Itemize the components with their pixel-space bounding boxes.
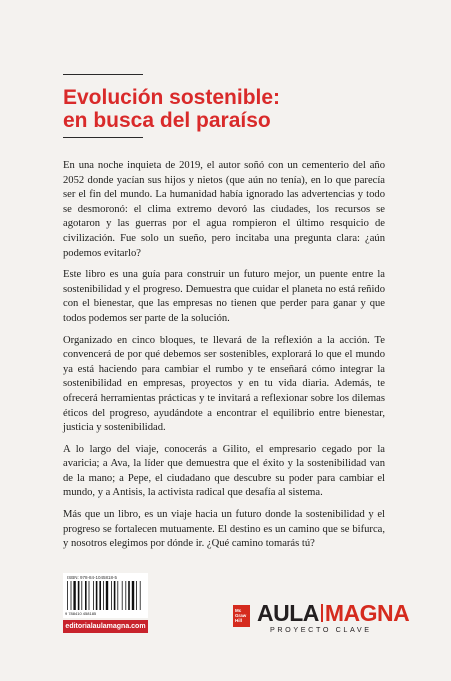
paragraph: A lo largo del viaje, conocerás a Gilito, el empresario cegado por la avaricia; a Ava, la líder que demuestra que el éxito y la sostenibilidad van de la mano; a Pepe, el ciudadano que descubre su poder para cambiar el mundo, y a Antisis, la activista radical que desafía al sistema.	[63, 443, 385, 499]
paragraph: Este libro es una guía para construir un futuro mejor, un puente entre la sostenibilidad y el progreso. Demuestra que cuidar el planeta no está reñido con el bienestar, que las empresas no tienen que perder para ganar y que todos podemos ser parte de la solución.	[63, 269, 385, 324]
top-divider	[63, 74, 143, 75]
brand-tagline: PROYECTO CLAVE	[270, 625, 372, 634]
paragraph: En una noche inquieta de 2019, el autor soñó con un cementerio del año 2052 donde yacían sus hijos y nietos (que aún no tenía), en lo que parecía ser el fin del mundo. La humanidad había ignorado las advertencias y todo se desmoronó: el clima extremo devoró las ciudades, los recursos se agotaron y las guerras por el agua rompieron el último resquicio de civilización. Fue solo un sueño, pero incitaba una pregunta clara: ¿aún podemos evitarlo?	[63, 160, 385, 259]
logo-line-2: Graw	[235, 613, 247, 618]
title-line-2: en busca del paraíso	[63, 109, 271, 132]
aula-magna-logo	[257, 601, 409, 625]
barcode-digits: 9 788410 458185	[65, 611, 97, 616]
book-title	[63, 86, 280, 132]
isbn-label: ISBN: 978-84-1045818-5	[67, 575, 118, 580]
synopsis	[63, 159, 385, 559]
paragraph: Más que un libro, es un viaje hacia un futuro donde la sostenibilidad y el progreso se fortalecen mutuamente. El destino es un camino que se bifurca, y nosotros elegimos por dónde ir. ¿Qué camino tomarás tú?	[63, 509, 385, 550]
logo-line-3: Hill	[235, 618, 243, 623]
logo-line-1: Mc	[235, 608, 242, 613]
bottom-divider	[63, 137, 143, 138]
barcode	[63, 573, 148, 618]
paragraph: Organizado en cinco bloques, te llevará de la reflexión a la acción. Te convencerá de por qué debemos ser sostenibles, explorará lo que el mundo ya está haciendo para cambiar el rumbo y te enseñará cómo integrar la sostenibilidad en empresas, proyectos y en tu vida diaria. Además, te ofrecerá herramientas prácticas y te invitará a reflexionar sobre los dilemas éticos del progreso, ayudándote a encontrar el equilibrio entre bienestar, justicia y sostenibilidad.	[63, 334, 385, 434]
barcode-bars	[67, 581, 144, 610]
mcgraw-hill-logo	[233, 605, 250, 627]
brand-separator	[321, 604, 323, 622]
title-line-1: Evolución sostenible:	[63, 86, 281, 109]
website-link[interactable]: editorialaulamagna.com	[63, 620, 148, 633]
brand-part-2: MAGNA	[324, 600, 410, 626]
brand-part-1: AULA	[257, 600, 319, 626]
